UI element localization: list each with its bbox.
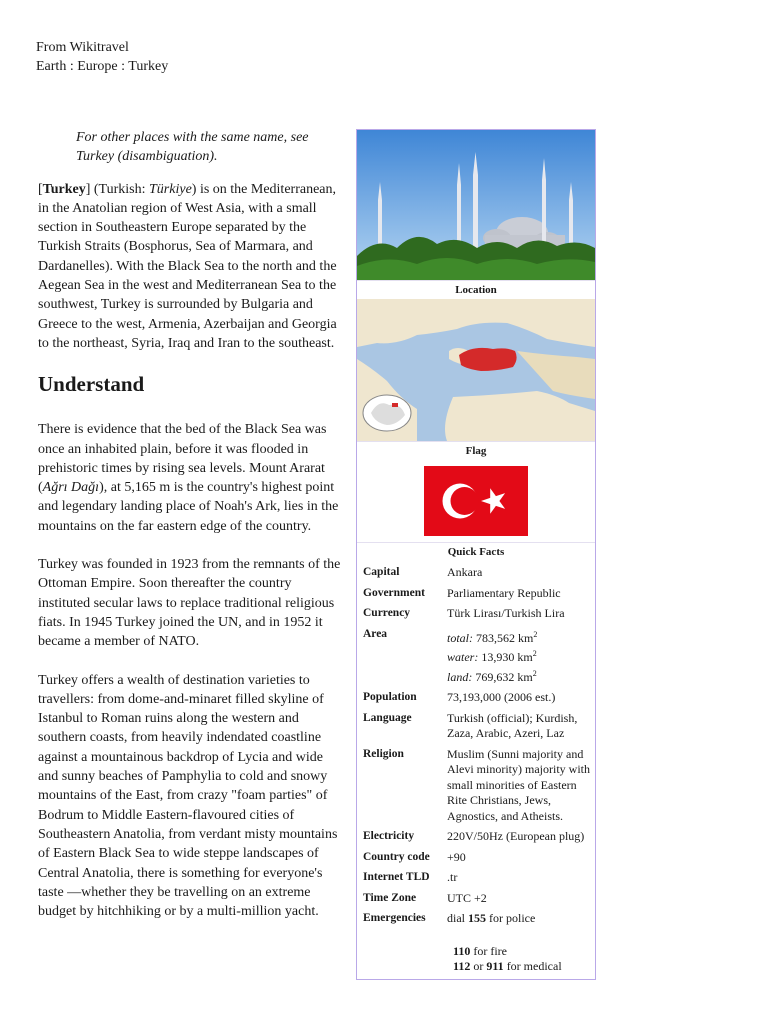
fact-row-government: Government Parliamentary Republic <box>363 585 561 600</box>
flag-caption: Flag <box>357 441 595 460</box>
location-map <box>357 299 595 441</box>
fact-row-electricity: Electricity 220V/50Hz (European plug) <box>363 829 585 843</box>
intro-paragraph: [Turkey] (Turkish: Türkiye) is on the Mediterranean, in the Anatolian region of West Asia, with a small section in Southeastern Europe separated by the Turkish Straits (Bosphorus, Sea of Marmara, and Dardanelles). With the Black Sea to the north and the Aegean Sea in the west and Mediterranean Sea to the southwest, Turkey is surrounded by Bulgaria and Greece to the west, Armenia, Azerbaijan and Georgia to the northeast, Syria, Iraq and Iran to the southeast. <box>38 181 337 351</box>
fact-row-country-code: Country code +90 <box>363 849 466 864</box>
infobox <box>356 129 596 980</box>
section-heading-understand: Understand <box>38 372 145 397</box>
emergency-extra-numbers: 110 for fire 112 or 911 for medical <box>453 943 562 973</box>
fact-row-internet-tld: Internet TLD .tr <box>363 870 458 884</box>
fact-row-currency: Currency Türk Lirası/Turkish Lira <box>363 606 565 620</box>
native-name: Türkiye <box>149 181 192 197</box>
quick-facts-caption: Quick Facts <box>357 542 595 561</box>
fact-row-capital: Capital Ankara <box>363 565 483 579</box>
understand-paragraph-1: There is evidence that the bed of the Black Sea was once an inhabited plain, before it was flooded in prehistoric times by rising sea levels. Mount Ararat (Ağrı Dağı), at 5,165 m is the country's highest point and legendary landing place of Noah's Ark, lies in the mountains on the far eastern edge of the country. <box>38 422 339 534</box>
mosque-photo <box>357 130 595 280</box>
page-header <box>36 38 168 76</box>
fact-row-population: Population 73,193,000 (2006 est.) <box>363 690 556 704</box>
fact-row-religion: Religion Muslim (Sunni majority and Alevi minority) majority with small minorities of Eastern Rite Christians, Jews, Agnostics, and Atheists. <box>363 746 590 823</box>
quick-facts-table <box>357 563 595 930</box>
breadcrumb: Earth : Europe : Turkey <box>36 59 169 74</box>
source-line: From Wikitravel <box>36 40 129 55</box>
flag-container <box>357 460 595 542</box>
fact-row-area: Area total: 783,562 $km^2$ water: 13,930 $km^2$ land: 769,632 $km^2$ <box>363 627 538 684</box>
fact-row-time-zone: Time Zone UTC +2 <box>363 890 487 905</box>
article-subject: Turkey <box>42 181 86 197</box>
fact-row-language: Language Turkish (official); Kurdish, Zaza, Arabic, Azeri, Laz <box>363 710 578 740</box>
location-caption: Location <box>357 280 595 299</box>
disambiguation-note: For other places with the same name, see Turkey (disambiguation). <box>76 130 309 165</box>
article-body <box>38 128 343 940</box>
understand-paragraph-2: Turkey was founded in 1923 from the remnants of the Ottoman Empire. Soon thereafter the country instituted secular laws to replace traditional religious fiats. In 1945 Turkey joined the UN, and in 1952 it became a member of NATO. <box>38 557 341 650</box>
fact-row-emergencies: Emergencies dial 155 for police <box>363 911 536 925</box>
understand-paragraph-3: Turkey offers a wealth of destination varieties to travellers: from dome-and-minaret filled skyline of Istanbul to Roman ruins along the western and southern coasts, from heavily indendated coastline against a mountainous backdrop of Lycia and wide and sunny beaches of Pamphylia to cold and snowy mountains of the East, from crazy "foam parties" of Bodrum to Middle Eastern-flavoured cities of Southeastern Anatolia, from verdant misty mountains of Eastern Black Sea to wide steppe landscapes of Central Anatolia, there is something for everyone's taste —whether they be travelling on an extreme budget by hitchhiking or by a multi-million yacht. <box>38 672 338 920</box>
turkey-flag <box>424 466 528 536</box>
